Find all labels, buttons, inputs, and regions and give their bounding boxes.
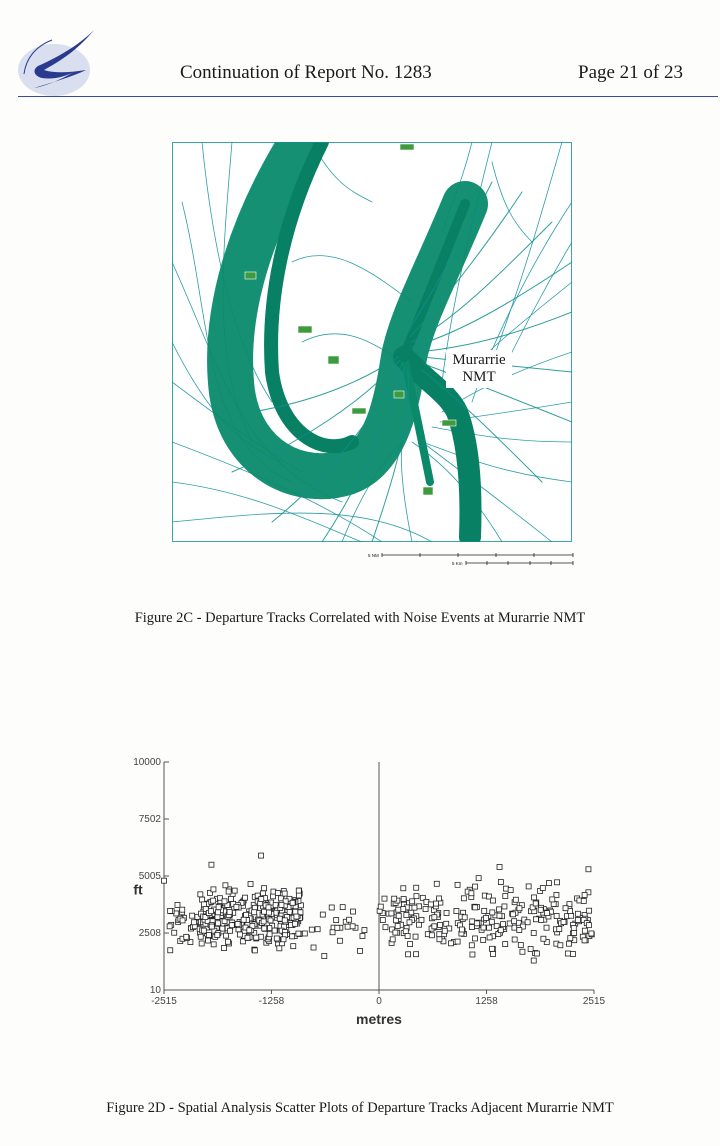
scatter-point (490, 946, 495, 951)
scatter-point (476, 876, 481, 881)
scatter-point (589, 931, 594, 936)
x-tick-label: 1258 (475, 996, 498, 1007)
scatter-point (228, 896, 233, 901)
scatter-point (512, 919, 517, 924)
scatter-point (473, 884, 478, 889)
scatter-point (281, 937, 286, 942)
scatter-point (498, 928, 503, 933)
scatter-point (350, 909, 355, 914)
scatter-point (428, 902, 433, 907)
scatter-point (175, 902, 180, 907)
scatter-point (557, 927, 562, 932)
scatter-point (508, 888, 513, 893)
scatter-point (167, 924, 172, 929)
scatter-point (266, 910, 271, 915)
scatter-point (267, 932, 272, 937)
scatter-point (550, 897, 555, 902)
scatter-point (184, 934, 189, 939)
scatter-point (330, 930, 335, 935)
scatter-point (462, 915, 467, 920)
scatter-point (423, 907, 428, 912)
scatter-point (407, 920, 412, 925)
scatter-point (393, 930, 398, 935)
scatter-point (437, 932, 442, 937)
scale-km-label: 5 Km (452, 561, 463, 566)
scatter-point (432, 924, 437, 929)
scatter-point (254, 935, 259, 940)
scatter-point (198, 934, 203, 939)
x-tick-label: -2515 (151, 996, 177, 1007)
scatter-point (389, 911, 394, 916)
scatter-point (282, 891, 287, 896)
y-tick-label: 2508 (138, 927, 161, 939)
figure-2c-caption: Figure 2C - Departure Tracks Correlated with Noise Events at Murarrie NMT (134, 610, 586, 626)
scatter-point (277, 946, 282, 951)
scatter-point (378, 904, 383, 909)
scatter-point (350, 924, 355, 929)
scatter-point (396, 907, 401, 912)
scatter-point (245, 935, 250, 940)
scatter-point (437, 896, 442, 901)
scatter-point (261, 919, 266, 924)
scatter-point (414, 894, 419, 899)
scatter-point (414, 885, 419, 890)
scatter-point (390, 937, 395, 942)
scatter-point (228, 928, 233, 933)
y-tick-label: 7502 (138, 814, 161, 826)
scatter-point (429, 933, 434, 938)
scatter-point (382, 896, 387, 901)
scatter-point (383, 925, 388, 930)
scatter-point (311, 945, 316, 950)
scatter-point (481, 937, 486, 942)
scatter-point (575, 911, 580, 916)
scatter-point (414, 952, 419, 957)
scatter-point (434, 881, 439, 886)
scatter-point (235, 921, 240, 926)
page-number: Page 21 of 23 (578, 62, 684, 83)
scatter-point (347, 917, 352, 922)
scatter-point (502, 904, 507, 909)
scatter-point (237, 932, 242, 937)
scatter-point (503, 893, 508, 898)
scatter-point (581, 898, 586, 903)
scatter-points (162, 853, 595, 963)
scatter-point (566, 941, 571, 946)
scatter-point (442, 928, 447, 933)
scatter-point (221, 946, 226, 951)
scatter-point (470, 952, 475, 957)
scatter-point (209, 924, 214, 929)
scatter-point (211, 898, 216, 903)
scatter-point (582, 893, 587, 898)
scatter-point (244, 912, 249, 917)
scatter-point (223, 883, 228, 888)
scatter-point (540, 885, 545, 890)
track-density-plot (172, 142, 572, 542)
scatter-point (266, 905, 271, 910)
scatter-point (320, 912, 325, 917)
scatter-point (199, 941, 204, 946)
scatter-point (487, 925, 492, 930)
scatter-point (538, 907, 543, 912)
scatter-point (380, 918, 385, 923)
scatter-point (274, 936, 279, 941)
scatter-point (533, 901, 538, 906)
scatter-point (525, 920, 530, 925)
scatter-point (226, 889, 231, 894)
scatter-point (291, 944, 296, 949)
scatter-point (200, 897, 205, 902)
page-header (0, 0, 720, 100)
scatter-point (206, 938, 211, 943)
figure-2d-caption: Figure 2D - Spatial Analysis Scatter Plots of Departure Tracks Adjacent Murarrie NMT (106, 1100, 614, 1116)
scatter-point (172, 930, 177, 935)
scatter-point (469, 925, 474, 930)
scatter-point (433, 901, 438, 906)
scatter-point (337, 938, 342, 943)
scatter-point (528, 947, 533, 952)
scatter-point (243, 895, 248, 900)
scatter-point (520, 949, 525, 954)
scatter-point (473, 905, 478, 910)
scatter-point (268, 918, 273, 923)
scatter-point (561, 920, 566, 925)
scatter-point (459, 927, 464, 932)
scatter-point (408, 942, 413, 947)
scatter-point (293, 921, 298, 926)
scatter-point (582, 928, 587, 933)
scatter-point (202, 902, 207, 907)
scatter-point (201, 928, 206, 933)
scatter-point (403, 929, 408, 934)
scatter-point (296, 893, 301, 898)
scatter-point (563, 906, 568, 911)
scatter-point (531, 930, 536, 935)
scatter-point (539, 917, 544, 922)
scatter-point (360, 934, 365, 939)
scatter-point (554, 914, 559, 919)
scatter-point (498, 880, 503, 885)
scatter-point (497, 913, 502, 918)
scatter-point (215, 921, 220, 926)
scatter-point (526, 884, 531, 889)
scatter-point (531, 958, 536, 963)
scatter-point (209, 862, 214, 867)
scatter-point (401, 896, 406, 901)
scatter-point (454, 909, 459, 914)
scatter-point (334, 918, 339, 923)
scatter-point (215, 910, 220, 915)
y-tick-label: 10000 (133, 757, 161, 768)
scatter-point (225, 939, 230, 944)
scatter-point (501, 922, 506, 927)
scatter-point (345, 924, 350, 929)
scatter-point (461, 896, 466, 901)
scatter-point (437, 937, 442, 942)
scatter-point (469, 891, 474, 896)
scatter-point (232, 888, 237, 893)
scatter-point (206, 933, 211, 938)
scatter-point (190, 913, 195, 918)
map-label-line2: NMT (462, 369, 496, 385)
scatter-point (222, 899, 227, 904)
scatter-point (555, 880, 560, 885)
murarrie-nmt-label (446, 350, 512, 388)
scatter-point (290, 934, 295, 939)
scatter-point (260, 891, 265, 896)
scatter-point (282, 918, 287, 923)
scatter-point (518, 943, 523, 948)
scale-nm-label: 5 NM (368, 553, 379, 558)
scatter-point (412, 905, 417, 910)
scatter-point (329, 905, 334, 910)
scatter-point (512, 925, 517, 930)
scatter-point (513, 897, 518, 902)
scatter-point (262, 886, 267, 891)
scatter-point (241, 917, 246, 922)
scatter-point (211, 942, 216, 947)
scatter-point (302, 931, 307, 936)
scatter-point (497, 907, 502, 912)
scatter-point (419, 917, 424, 922)
departure-tracks-map (172, 142, 572, 542)
x-axis-label: metres (356, 1011, 402, 1027)
scatter-point (533, 917, 538, 922)
scatter-point (490, 898, 495, 903)
scatter-point (227, 909, 232, 914)
scatter-point (252, 948, 257, 953)
scatter-point (432, 915, 437, 920)
scatter-point (558, 943, 563, 948)
scatter-point (438, 922, 443, 927)
map-label-line1: Murarrie (452, 352, 506, 368)
x-tick-label: 2515 (582, 996, 606, 1007)
scatter-point (469, 943, 474, 948)
scatter-point (503, 886, 508, 891)
scatter-point (271, 894, 276, 899)
scatter-point (473, 936, 478, 941)
scatter-point (362, 928, 367, 933)
scatter-point (569, 913, 574, 918)
map-scale-bar (368, 550, 578, 568)
scatter-point (180, 918, 185, 923)
scatter-point (545, 911, 550, 916)
scatter-axes (133, 757, 605, 1007)
scatter-point (309, 927, 314, 932)
x-tick-label: -1258 (258, 996, 285, 1007)
scatter-point (490, 910, 495, 915)
scatter-point (262, 926, 267, 931)
scatter-point (571, 926, 576, 931)
scatter-point (586, 923, 591, 928)
scatter-point (208, 909, 213, 914)
scatter-point (586, 867, 591, 872)
scatter-point (234, 904, 239, 909)
scatter-point (541, 936, 546, 941)
scatter-point (534, 951, 539, 956)
scatter-point (191, 920, 196, 925)
scatter-point (482, 908, 487, 913)
spatial-scatter-plot (120, 752, 620, 1032)
scatter-point (484, 915, 489, 920)
scatter-point (357, 948, 362, 953)
scatter-point (275, 890, 280, 895)
scatter-point (582, 938, 587, 943)
scatter-point (211, 887, 216, 892)
scatter-point (417, 922, 422, 927)
scatter-point (401, 907, 406, 912)
scatter-point (252, 910, 257, 915)
scatter-point (517, 928, 522, 933)
scatter-point (215, 932, 220, 937)
scatter-point (444, 921, 449, 926)
scatter-point (575, 917, 580, 922)
scatter-point (444, 910, 449, 915)
scatter-point (395, 923, 400, 928)
airservices-logo (14, 18, 104, 98)
scatter-point (512, 937, 517, 942)
scatter-point (406, 952, 411, 957)
scatter-point (180, 907, 185, 912)
scatter-point (392, 896, 397, 901)
scatter-point (229, 923, 234, 928)
scatter-point (497, 864, 502, 869)
scatter-point (168, 908, 173, 913)
scatter-point (532, 895, 537, 900)
scatter-point (517, 906, 522, 911)
scatter-point (277, 916, 282, 921)
scatter-point (572, 930, 577, 935)
scatter-point (470, 919, 475, 924)
scatter-point (404, 912, 409, 917)
scatter-point (568, 936, 573, 941)
scatter-point (294, 914, 299, 919)
scatter-point (489, 919, 494, 924)
scatter-point (481, 925, 486, 930)
scatter-point (216, 905, 221, 910)
scatter-point (168, 948, 173, 953)
scatter-point (296, 888, 301, 893)
scatter-point (198, 892, 203, 897)
y-tick-label: 10 (149, 985, 161, 996)
scatter-point (248, 882, 253, 887)
scatter-point (259, 897, 264, 902)
scatter-point (474, 921, 479, 926)
scatter-point (413, 934, 418, 939)
scatter-point (487, 935, 492, 940)
scatter-point (322, 953, 327, 958)
scatter-point (293, 909, 298, 914)
scatter-point (401, 886, 406, 891)
scatter-point (570, 951, 575, 956)
y-tick-label: 5005 (138, 871, 161, 882)
scatter-point (340, 905, 345, 910)
scatter-point (296, 931, 301, 936)
scatter-point (455, 939, 460, 944)
y-axis-label: ft (133, 881, 143, 898)
scatter-point (287, 909, 292, 914)
scatter-point (503, 942, 508, 947)
scatter-point (259, 853, 264, 858)
scatter-point (315, 927, 320, 932)
scatter-point (279, 902, 284, 907)
scatter-point (448, 941, 453, 946)
scatter-point (335, 925, 340, 930)
header-divider (18, 96, 718, 97)
scatter-point (162, 878, 167, 883)
scatter-point (405, 933, 410, 938)
scatter-point (546, 881, 551, 886)
scatter-point (272, 928, 277, 933)
scatter-point (587, 908, 592, 913)
scatter-point (544, 925, 549, 930)
scatter-point (565, 951, 570, 956)
scatter-point (290, 900, 295, 905)
scatter-point (223, 933, 228, 938)
scatter-point (511, 912, 516, 917)
scatter-point (247, 928, 252, 933)
scatter-point (410, 899, 415, 904)
x-tick-label: 0 (376, 996, 382, 1007)
scatter-point (491, 951, 496, 956)
report-title: Continuation of Report No. 1283 (180, 62, 432, 83)
scatter-point (455, 882, 460, 887)
scatter-point (396, 913, 401, 918)
